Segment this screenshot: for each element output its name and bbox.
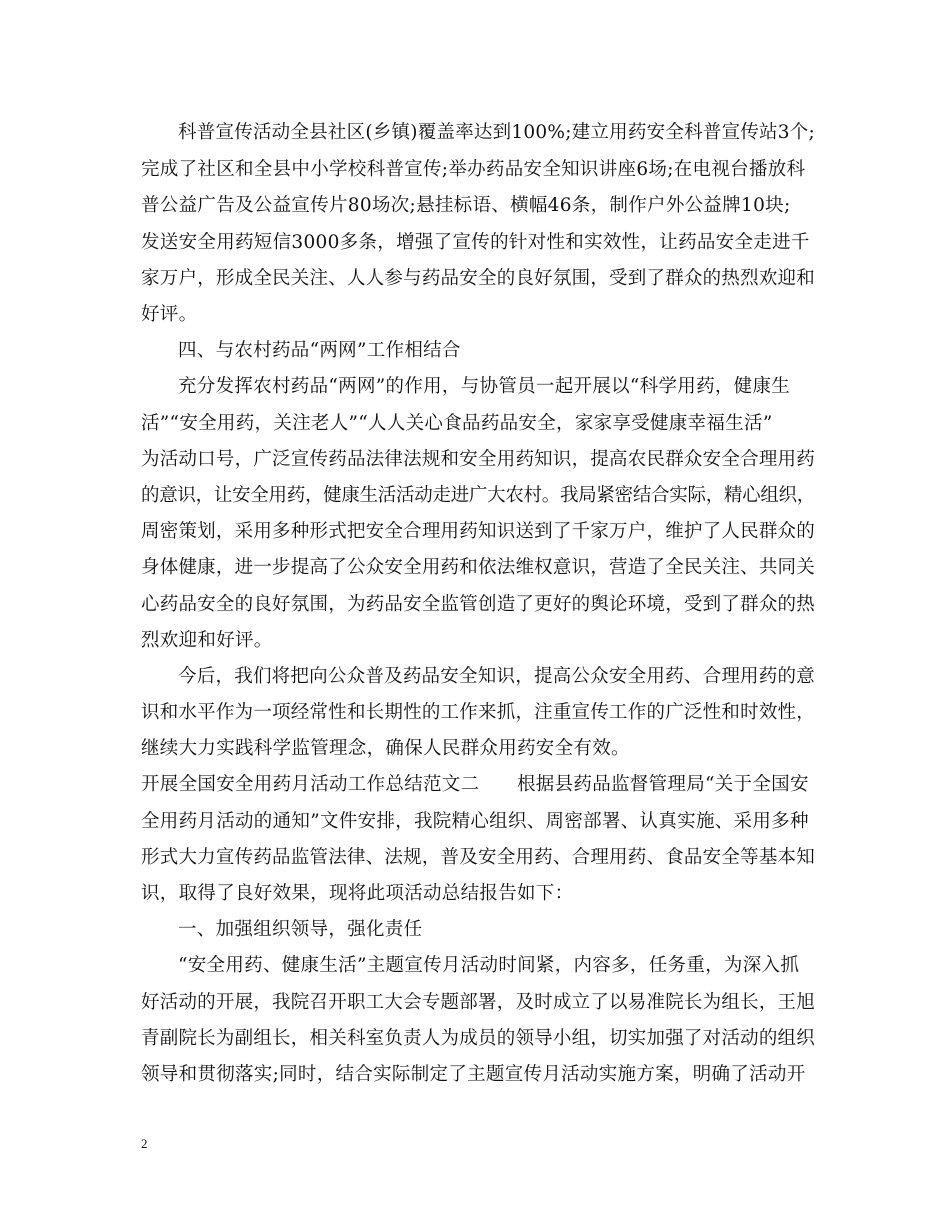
text-line-26: 青副院长为副组长，相关科室负责人为成员的领导小组，切实加强了对活动的组织 (141, 1028, 815, 1049)
text-line-19: 开展全国安全用药月活动工作总结范文二 根据县药品监督管理局“关于全国安 (141, 774, 809, 795)
text-line-8: 充分发挥农村药品“两网”的作用，与协管员一起开展以“科学用药，健康生 (178, 376, 791, 397)
text-line-1: 科普宣传活动全县社区(乡镇)覆盖率达到100%;建立用药安全科普宣传站3个; (178, 122, 815, 143)
text-line-2: 完成了社区和全县中小学校科普宣传;举办药品安全知识讲座6场;在电视台播放科 (141, 159, 806, 180)
text-line-5: 家万户，形成全民关注、人人参与药品安全的良好氛围，受到了群众的热烈欢迎和 (141, 268, 815, 289)
text-line-4: 发送安全用药短信3000多条，增强了宣传的针对性和实效性，让药品安全走进千 (141, 232, 810, 253)
text-line-12: 周密策划，采用多种形式把安全合理用药知识送到了千家万户，维护了人民群众的 (141, 521, 815, 542)
text-line-21: 形式大力宣传药品监管法律、法规，普及安全用药、合理用药、食品安全等基本知 (141, 847, 815, 868)
text-line-9: 活”“安全用药，关注老人”“人人关心食品药品安全，家家享受健康幸福生活” (141, 413, 773, 434)
text-line-27: 领导和贯彻落实;同时，结合实际制定了主题宣传月活动实施方案，明确了活动开 (141, 1064, 806, 1085)
text-line-17: 识和水平作为一项经常性和长期性的工作来抓，注重宣传工作的广泛性和时效性， (141, 702, 815, 723)
text-line-18: 继续大力实践科学监管理念，确保人民群众用药安全有效。 (141, 738, 630, 759)
text-line-13: 身体健康，进一步提高了公众安全用药和依法维权意识，营造了全民关注、共同关 (141, 557, 815, 578)
text-line-6: 好评。 (141, 304, 198, 325)
section-heading-1: 一、加强组织领导，强化责任 (178, 919, 423, 940)
text-line-15: 烈欢迎和好评。 (141, 630, 273, 651)
text-line-20: 全用药月活动的通知”文件安排，我院精心组织、周密部署、认真实施、采用多种 (141, 811, 809, 832)
text-line-3: 普公益广告及公益宣传片80场次;悬挂标语、横幅46条，制作户外公益牌10块; (141, 195, 791, 216)
text-line-24: “安全用药、健康生活”主题宣传月活动时间紧，内容多，任务重，为深入抓 (178, 955, 800, 976)
page-number: 2 (141, 1136, 148, 1151)
text-line-10: 为活动口号，广泛宣传药品法律法规和安全用药知识，提高农民群众安全合理用药 (141, 449, 815, 470)
section-heading-4: 四、与农村药品“两网”工作相结合 (178, 340, 461, 361)
text-line-14: 心药品安全的良好氛围，为药品安全监管创造了更好的舆论环境，受到了群众的热 (141, 594, 815, 615)
text-line-16: 今后，我们将把向公众普及药品安全知识，提高公众安全用药、合理用药的意 (178, 666, 815, 687)
text-line-25: 好活动的开展，我院召开职工大会专题部署，及时成立了以易准院长为组长，王旭 (141, 992, 815, 1013)
text-line-11: 的意识，让安全用药，健康生活活动走进广大农村。我局紧密结合实际，精心组织， (141, 485, 815, 506)
text-line-22: 识，取得了良好效果，现将此项活动总结报告如下： (141, 883, 574, 904)
